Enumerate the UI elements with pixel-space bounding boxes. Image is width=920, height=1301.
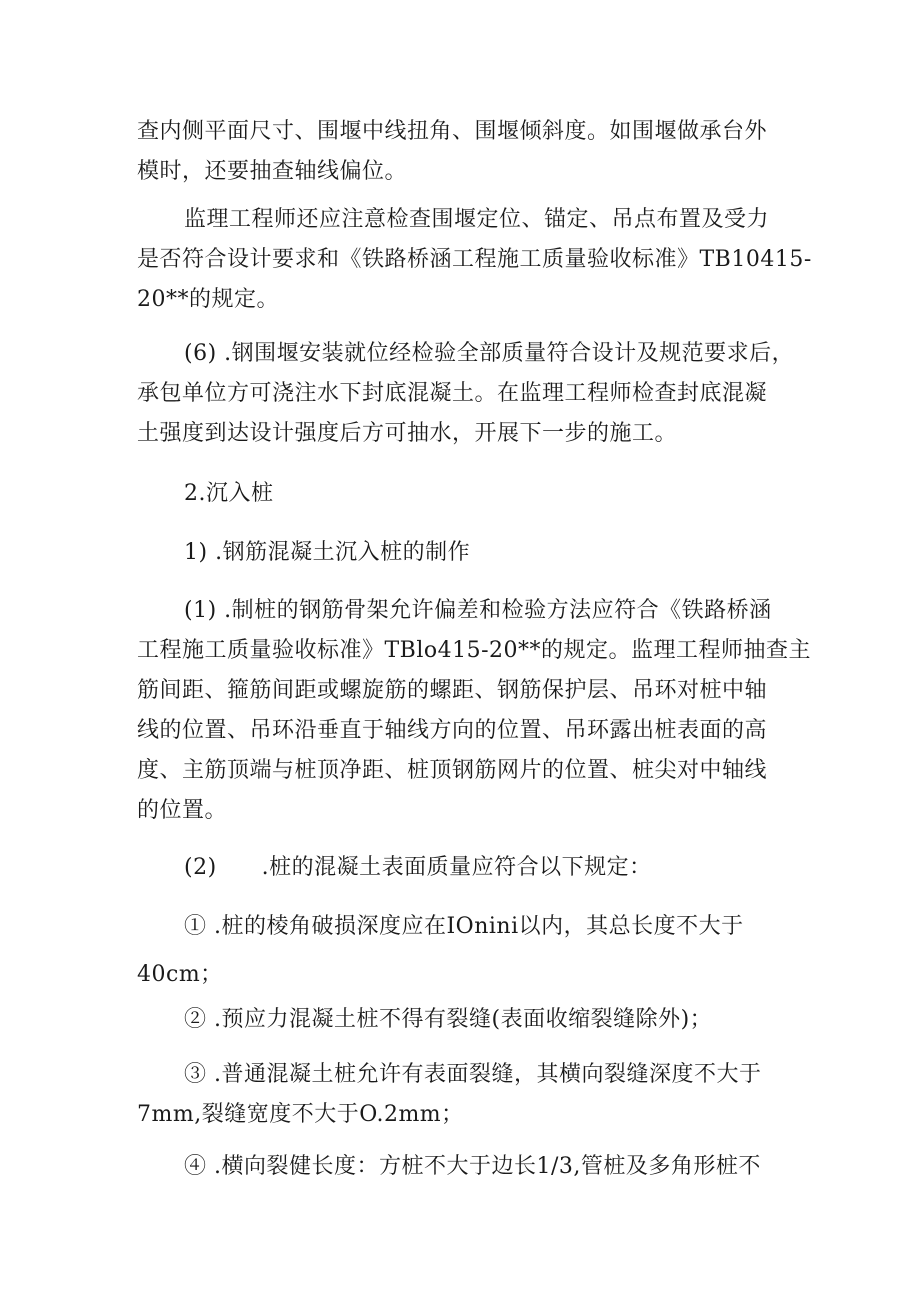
text-line: 线的位置、吊环沿垂直于轴线方向的位置、吊环露出桩表面的高 [137,718,768,743]
list-item: ① .桩的棱角破损深度应在IOnini以内，其总长度不大于 [184,914,744,939]
list-item: ② .预应力混凝土桩不得有裂缝(表面收缩裂缝除外)； [184,1007,713,1032]
text-line: 查内侧平面尺寸、围堰中线扭角、围堰倾斜度。如围堰做承台外 [137,119,768,144]
text-line: 承包单位方可浇注水下封底混凝土。在监理工程师检查封底混凝 [137,381,768,406]
text-line: 的位置。 [137,798,228,823]
list-item: ③ .普通混凝土桩允许有表面裂缝，其横向裂缝深度不大于 [184,1062,762,1087]
list-item: ④ .横向裂健长度：方桩不大于边长1/3,管桩及多角形桩不 [184,1154,761,1179]
paragraph-line: (2) .桩的混凝土表面质量应符合以下规定： [184,855,652,880]
text-line: 20**的规定。 [137,287,279,312]
section-heading: 2.沉入桩 [184,481,274,506]
text-line: 度、主筋顶端与桩顶净距、桩顶钢筋网片的位置、桩尖对中轴线 [137,758,768,783]
paragraph-line: 监理工程师还应注意检查围堰定位、锚定、吊点布置及受力 [184,207,770,232]
text-line: 工程施工质量验收标准》TBlo415-20**的规定。监理工程师抽查主 [137,638,812,663]
text-line: 模时，还要抽查轴线偏位。 [137,159,408,184]
paragraph-line: (6) .钢围堰安装就位经检验全部质量符合设计及规范要求后， [184,341,795,366]
paragraph-line: (1) .制桩的钢筋骨架允许偏差和检验方法应符合《铁路桥涵 [184,598,772,623]
text-line: 筋间距、箍筋间距或螺旋筋的螺距、钢筋保护层、吊环对桩中轴 [137,678,768,703]
text-line: 40cm； [137,962,223,987]
text-line: 是否符合设计要求和《铁路桥涵工程施工质量验收标准》TB10415- [137,247,812,272]
text-line: 7mm,裂缝宽度不大于O.2mm； [137,1102,464,1127]
text-line: 土强度到达设计强度后方可抽水，开展下一步的施工。 [137,421,678,446]
subsection-heading: 1) .钢筋混凝土沉入桩的制作 [184,540,471,565]
